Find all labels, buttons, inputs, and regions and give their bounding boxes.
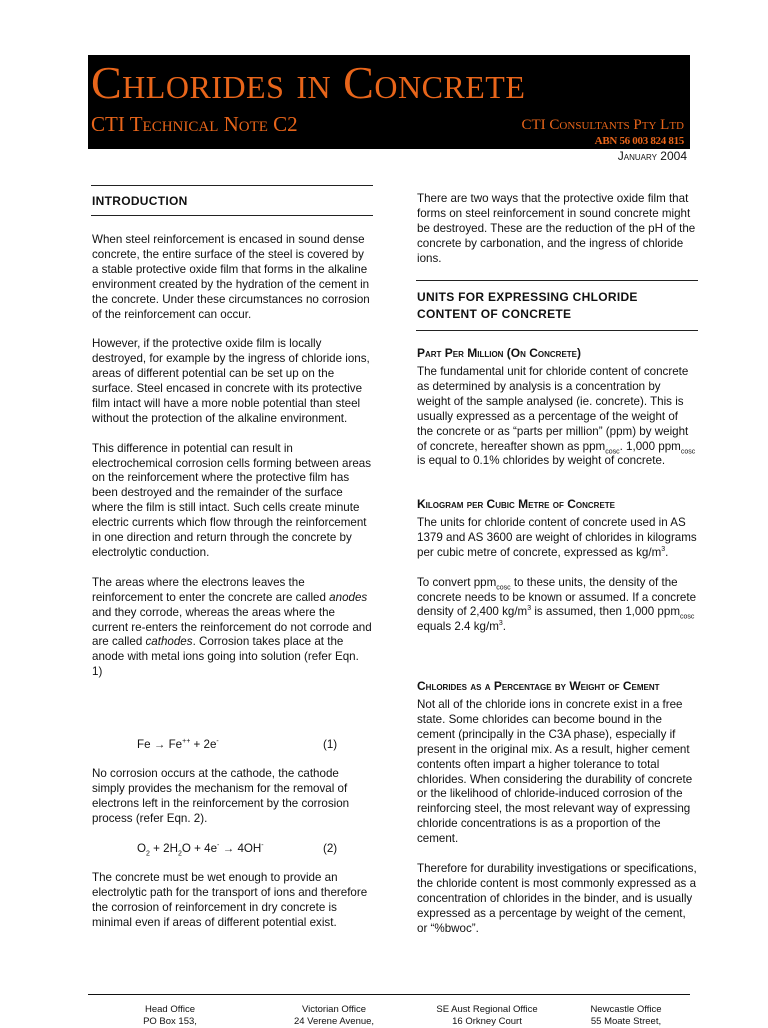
document-date: January 2004 xyxy=(617,149,687,163)
cathode-body xyxy=(92,767,372,842)
oxide-film-body xyxy=(417,192,697,281)
footer-newcastle-office: Newcastle Office 55 Moate Street, xyxy=(590,1004,662,1027)
ppm-subheading: Part Per Million (On Concrete) xyxy=(417,346,581,360)
section-rule-bottom xyxy=(91,215,373,216)
section-rule-top xyxy=(91,185,373,186)
kgm3-paragraph-2: To convert ppm$_{cosc}$ to these units, the density of the concrete needs to be known or assumed. If a concrete density of 2,400 $kg/m^3$ is assumed, then 1,000 ppm$_{cosc}$ equals 2.4 $kg/m^3$. xyxy=(417,575,697,634)
wet-concrete-body xyxy=(92,871,372,946)
wet-concrete-paragraph: The concrete must be wet enough to provide an electrolytic path for the transport of ions and therefore the corrosion of reinforcement in dry concrete is minimal even if areas of different potential exist. xyxy=(92,871,368,929)
footer-se-aust-office: SE Aust Regional Office 16 Orkney Court xyxy=(436,1004,538,1027)
term-cathodes: cathodes xyxy=(145,635,193,649)
intro-paragraph-4: The areas where the electrons leaves the reinforcement to enter the concrete are called anodes and they corrode, whereas the areas where the current re-enters the reinforcement do not corrode and are called cathodes. Corrosion takes place at the anode with metal ions going into solution (refer Eqn. 1) xyxy=(92,575,372,679)
document-title: Chlorides in Concrete xyxy=(91,57,526,108)
kgm3-paragraph-1: The units for chloride content of concrete used in AS 1379 and AS 3600 are weight of chlorides in kilograms per cubic metre of concrete, expressed as $kg/m^3$. xyxy=(417,516,697,559)
term-anodes: anodes xyxy=(329,590,368,604)
cement-section xyxy=(417,679,697,951)
units-rule-top xyxy=(416,280,698,281)
kgm3-subheading: Kilogram per Cubic Metre of Concrete xyxy=(417,497,615,511)
intro-heading: INTRODUCTION xyxy=(92,194,188,208)
equation-2-number: (2) xyxy=(323,842,338,855)
footer-head-office: Head Office PO Box 153, xyxy=(143,1004,197,1027)
equation-1: Fe → Fe++ + 2e- xyxy=(137,738,219,751)
cement-paragraph-2: Therefore for durability investigations or specifications, the chloride content is most commonly expressed as a concentration of chlorides in the binder, and is usually expressed as a percentage by weight of the cement, or “%bwoc”. xyxy=(417,861,697,935)
footer-rule xyxy=(88,994,690,995)
intro-body xyxy=(92,233,372,695)
intro-paragraph-2: However, if the protective oxide film is locally destroyed, for example by the ingress of chloride ions, areas of different potential can be set up on the surface. Steel encased in concrete with its protective film intact will have a more noble potential than steel without the protection of the alkaline environment. xyxy=(92,337,370,425)
equation-2: $O_2 + 2H_2O + 4e^- \to 4OH^-$ xyxy=(137,842,264,858)
intro-paragraph-1: When steel reinforcement is encased in sound dense concrete, the entire surface of the steel is covered by a stable protective oxide film that forms in the alkaline environment created by the hydration of the cement in the concrete. Under these circumstances no corrosion of the reinforcement can occur. xyxy=(92,233,370,321)
cement-paragraph-1: Not all of the chloride ions in concrete exist in a free state. Some chlorides can become bound in the cement (principally in the C3A phase), especially if present in the original mix. As a result, higher cement contents often impart a higher tolerance to total chlorides. When considering the durability of concrete or the likelihood of chloride-induced corrosion of the reinforcing steel, the most relevant way of expressing chloride concentrations is as a proportion of the cement. xyxy=(417,698,693,846)
intro-paragraph-3: This difference in potential can result in electrochemical corrosion cells forming between areas on the reinforcement where the protective film has been destroyed and the remainder of the surface where the film is still intact. Such cells create minute electric currents which flow through the reinforcement in one direction and return through the concrete by electrolytic conduction. xyxy=(92,441,372,559)
oxide-film-paragraph: There are two ways that the protective oxide film that forms on steel reinforcement in sound concrete might be destroyed. These are the reduction of the pH of the concrete by carbonation, and the ingress of chloride ions. xyxy=(417,192,696,265)
ppm-section xyxy=(417,346,697,484)
equation-1-number: (1) xyxy=(323,738,338,751)
document-subtitle: CTI Technical Note C2 xyxy=(91,112,298,136)
kgm3-section xyxy=(417,497,697,650)
units-rule-bottom xyxy=(416,330,698,331)
footer-victorian-office: Victorian Office 24 Verene Avenue, xyxy=(293,1004,375,1027)
cathode-paragraph: No corrosion occurs at the cathode, the cathode simply provides the mechanism for the removal of electrons left in the reinforcement by the corrosion process (refer Eqn. 2). xyxy=(92,767,350,825)
company-name: CTI Consultants Pty Ltd xyxy=(521,117,684,133)
units-heading: UNITS FOR EXPRESSING CHLORIDE CONTENT OF CONCRETE xyxy=(417,290,638,321)
title-banner xyxy=(88,55,690,149)
company-abn: ABN 56 003 824 815 xyxy=(594,135,684,147)
ppm-paragraph: The fundamental unit for chloride content of concrete as determined by analysis is a concentration by weight of the sample analysed (ie. concrete). This is usually expressed as a percentage of the weight of the concrete or as “parts per million” (ppm) by weight of concrete, hereafter shown as ppm$_{cosc}$. 1,000 ppm$_{cosc}$ is equal to 0.1% chlorides by weight of concrete. xyxy=(417,365,696,468)
cement-subheading: Chlorides as a Percentage by Weight of Cement xyxy=(417,679,660,693)
